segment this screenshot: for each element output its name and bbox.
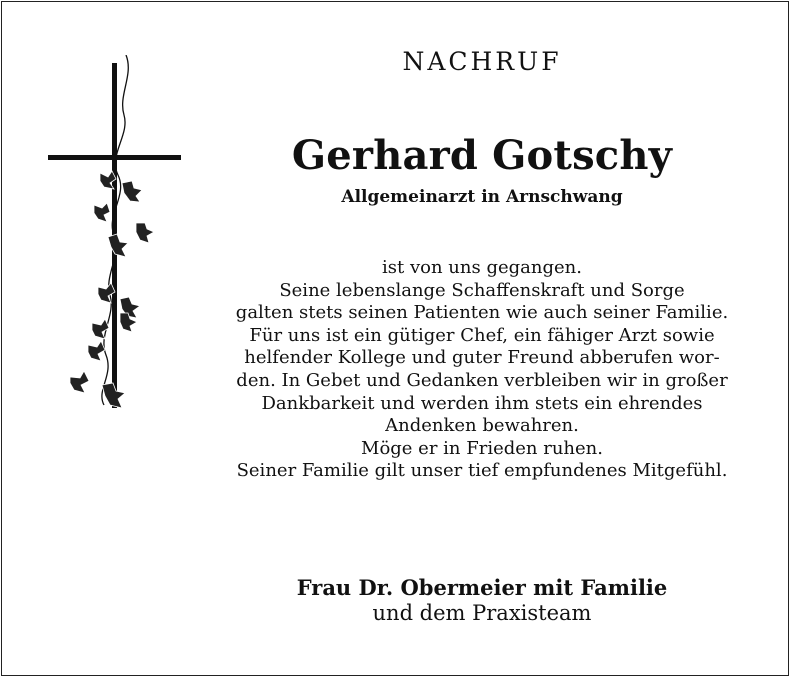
body-line: Dankbarkeit und werden ihm stets ein ehrendes (261, 392, 703, 414)
deceased-profession: Allgemeinarzt in Arnschwang (341, 187, 623, 207)
notice-body (180, 257, 784, 483)
body-line: galten stets seinen Patienten wie auch seiner Familie. (235, 302, 729, 324)
notice-heading: NACHRUF (402, 47, 562, 76)
body-line: Für uns ist ein gütiger Chef, ein fähiger Arzt sowie (249, 324, 715, 346)
signer-name: Frau Dr. Obermeier mit Familie (296, 575, 668, 600)
signer-subline: und dem Praxisteam (372, 601, 592, 625)
body-line: helfender Kollege und guter Freund abberufen wor- (244, 347, 720, 369)
body-line: ist von uns gegangen. (382, 257, 582, 278)
body-line: Seine lebenslange Schaffenskraft und Sorge (279, 279, 685, 301)
body-line: Seiner Familie gilt unser tief empfundenes Mitgefühl. (236, 460, 728, 482)
body-line: Möge er in Frieden ruhen. (361, 437, 603, 459)
deceased-name: Gerhard Gotschy (291, 132, 673, 179)
cross-with-ivy-icon (48, 55, 188, 425)
body-line: Andenken bewahren. (385, 415, 579, 437)
body-line: den. In Gebet und Gedanken verbleiben wir in großer (236, 369, 728, 391)
